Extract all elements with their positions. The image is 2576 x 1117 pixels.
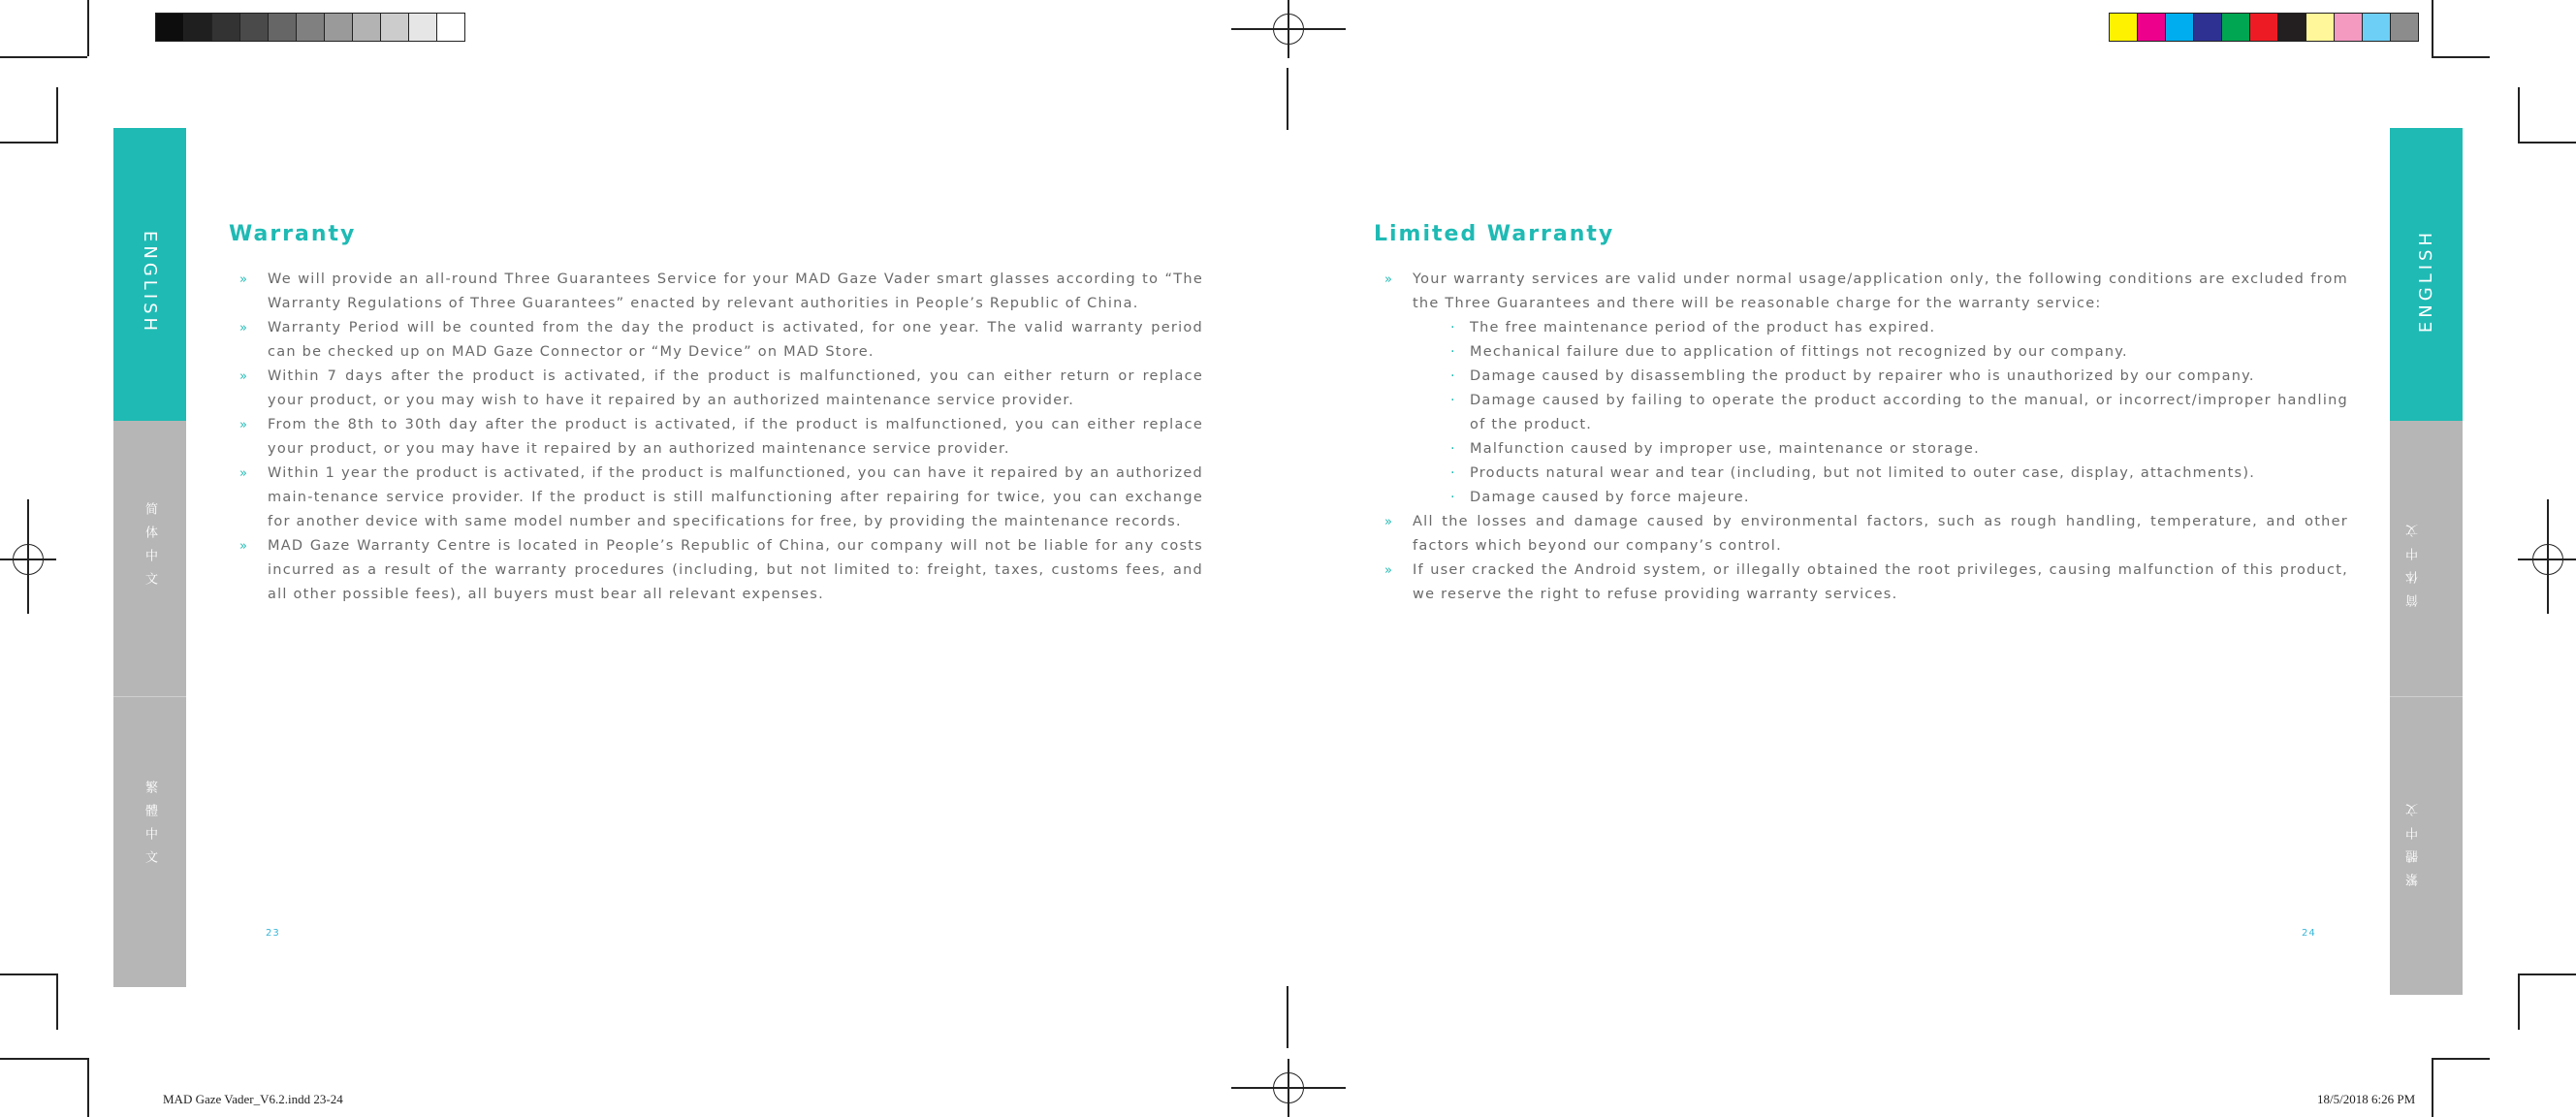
- dot-icon: ·: [1450, 344, 1456, 360]
- bullet-icon: »: [239, 272, 249, 287]
- list-item: [239, 462, 1203, 534]
- sub-list-item: [1384, 437, 2348, 462]
- sub-list-item-text: Damage caused by force majeure.: [1470, 490, 1750, 505]
- gray-swatch: [409, 14, 437, 41]
- tab-english-left[interactable]: [113, 128, 186, 421]
- slug-file-name: MAD Gaze Vader_V6.2.indd 23-24: [163, 1092, 343, 1106]
- color-swatch: [2194, 14, 2222, 41]
- list-item-text: MAD Gaze Warranty Centre is located in People’s Republic of China, our company will not be liable for any costs incurred as a result of the warranty procedures (including, but not limited to: freight, taxes, customs fees, and all other possible fees), all buyers must bear all relevant expenses.: [268, 538, 1203, 602]
- bullet-icon: »: [1384, 272, 1394, 287]
- list-item: [239, 268, 1203, 316]
- sub-list-item-text: Damage caused by disassembling the product by repairer who is unauthorized by our company.: [1470, 368, 2255, 384]
- color-swatch: [2363, 14, 2391, 41]
- gray-swatch: [437, 14, 464, 41]
- list-item-text: Within 1 year the product is activated, if the product is malfunctioned, you can have it repaired by an authorized main-tenance service provider. If the product is still malfunctioning after repairing for twice, you can exchange for another device with same model number and specifications for free, by providing the maintenance records.: [268, 465, 1203, 529]
- dot-icon: ·: [1450, 393, 1456, 408]
- list-item-text: Warranty Period will be counted from the day the product is activated, for one year. The valid warranty period can be checked up on MAD Gaze Connector or “My Device” on MAD Store.: [268, 320, 1203, 360]
- sub-list-item: [1384, 389, 2348, 437]
- dot-icon: ·: [1450, 465, 1456, 481]
- list-item-text: Within 7 days after the product is activated, if the product is malfunctioned, you can either return or replace your product, or you may wish to have it repaired by an authorized maintenance service provider.: [268, 368, 1203, 408]
- gray-swatch: [184, 14, 212, 41]
- sub-list-item-text: The free maintenance period of the product has expired.: [1470, 320, 1936, 335]
- bullet-icon: »: [239, 466, 249, 481]
- sub-list-item: [1384, 340, 2348, 365]
- limited-warranty-list: [1384, 268, 2348, 607]
- list-item-text: Your warranty services are valid under normal usage/application only, the following conditions are excluded from the Three Guarantees and there will be reasonable charge for the warranty service:: [1413, 271, 2348, 311]
- color-swatch: [2278, 14, 2306, 41]
- sub-list-item: [1384, 316, 2348, 340]
- dot-icon: ·: [1450, 441, 1456, 457]
- page-title-limited-warranty: Limited Warranty: [1374, 222, 1615, 246]
- gray-swatch: [240, 14, 269, 41]
- tab-english-label: ENGLISH: [2416, 229, 2436, 334]
- list-item: [239, 534, 1203, 607]
- bullet-icon: »: [1384, 563, 1394, 578]
- color-swatch: [2391, 14, 2418, 41]
- bullet-icon: »: [239, 418, 249, 432]
- gray-swatch: [353, 14, 381, 41]
- tab-simplified-chinese-right[interactable]: 简体中文: [2406, 514, 2421, 607]
- sub-list-item-text: Malfunction caused by improper use, maintenance or storage.: [1470, 441, 1980, 457]
- grayscale-swatch-strip: [155, 13, 465, 42]
- sub-list-item-text: Damage caused by failing to operate the product according to the manual, or incorrect/improper handling of the product.: [1470, 393, 2348, 432]
- color-swatch: [2110, 14, 2138, 41]
- gray-swatch: [212, 14, 240, 41]
- sub-list-item: [1384, 462, 2348, 486]
- list-item: [1384, 510, 2348, 558]
- slug-date: 18/5/2018 6:26 PM: [2317, 1092, 2416, 1106]
- gray-swatch: [297, 14, 325, 41]
- list-item-text: If user cracked the Android system, or illegally obtained the root privileges, causing malfunction of this product, we reserve the right to refuse providing warranty services.: [1413, 562, 2348, 602]
- color-swatch: [2222, 14, 2250, 41]
- color-swatch-strip: [2109, 13, 2419, 42]
- tab-divider: [113, 696, 186, 697]
- dot-icon: ·: [1450, 320, 1456, 335]
- list-item: [239, 413, 1203, 462]
- list-item: [1384, 268, 2348, 316]
- list-item-text: We will provide an all-round Three Guarantees Service for your MAD Gaze Vader smart glasses according to “The Warranty Regulations of Three Guarantees” enacted by relevant authorities in People’s Republic of China.: [268, 271, 1203, 311]
- tab-english-right[interactable]: [2390, 128, 2463, 421]
- bullet-icon: »: [239, 539, 249, 554]
- gray-swatch: [269, 14, 297, 41]
- warranty-list: [239, 268, 1203, 607]
- tab-divider: [2390, 696, 2463, 697]
- page-number-left: 23: [266, 928, 280, 939]
- color-swatch: [2166, 14, 2194, 41]
- color-swatch: [2335, 14, 2363, 41]
- dot-icon: ·: [1450, 490, 1456, 505]
- sub-list-item-text: Products natural wear and tear (including, but not limited to outer case, display, attachments).: [1470, 465, 2256, 481]
- dot-icon: ·: [1450, 368, 1456, 384]
- gray-swatch: [325, 14, 353, 41]
- bullet-icon: »: [239, 369, 249, 384]
- bullet-icon: »: [1384, 515, 1394, 529]
- sub-list-item: [1384, 486, 2348, 510]
- gray-swatch: [381, 14, 409, 41]
- tab-simplified-chinese-left[interactable]: 简体中文: [143, 502, 157, 595]
- color-swatch: [2138, 14, 2166, 41]
- page-title-warranty: Warranty: [229, 222, 357, 246]
- tab-english-label: ENGLISH: [140, 231, 160, 335]
- sub-list-item: [1384, 365, 2348, 389]
- sub-list-item-text: Mechanical failure due to application of fittings not recognized by our company.: [1470, 344, 2128, 360]
- list-item: [1384, 558, 2348, 607]
- list-item: [239, 365, 1203, 413]
- bullet-icon: »: [239, 321, 249, 335]
- page-number-right: 24: [2302, 928, 2316, 939]
- gray-swatch: [156, 14, 184, 41]
- list-item: [239, 316, 1203, 365]
- tab-traditional-chinese-left[interactable]: 繁體中文: [143, 781, 157, 874]
- tab-gray-right: [2390, 421, 2463, 995]
- list-item-text: From the 8th to 30th day after the product is activated, if the product is malfunctioned, you can either replace your product, or you may have it repaired by an authorized maintenance service provider.: [268, 417, 1203, 457]
- list-item-text: All the losses and damage caused by environmental factors, such as rough handling, temperature, and other factors which beyond our company’s control.: [1413, 514, 2348, 554]
- color-swatch: [2306, 14, 2335, 41]
- tab-traditional-chinese-right[interactable]: 繁體中文: [2406, 793, 2421, 886]
- color-swatch: [2250, 14, 2278, 41]
